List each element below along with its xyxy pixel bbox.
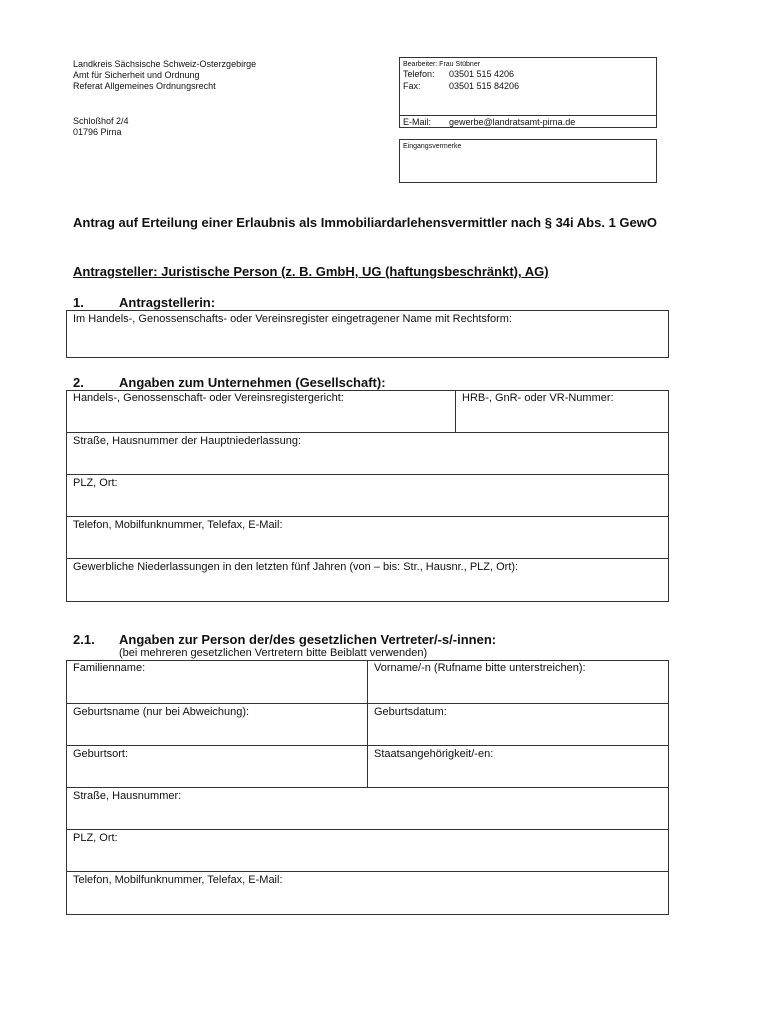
fax-label: Fax: bbox=[403, 81, 421, 91]
section-2-heading bbox=[73, 375, 386, 390]
table-divider bbox=[66, 558, 669, 559]
receipt-label: Eingangsvermerke bbox=[403, 143, 462, 150]
contact-divider bbox=[399, 115, 657, 116]
register-court-field[interactable]: Handels-, Genossenschaft- oder Vereinsregistergericht: bbox=[73, 392, 344, 404]
table-divider bbox=[66, 745, 669, 746]
authority-line: Referat Allgemeines Ordnungsrecht bbox=[73, 81, 216, 91]
birthdate-field[interactable]: Geburtsdatum: bbox=[374, 706, 447, 718]
company-street-field[interactable]: Straße, Hausnummer der Hauptniederlassung: bbox=[73, 435, 302, 447]
authority-address bbox=[73, 59, 256, 92]
section-title: Angaben zum Unternehmen (Gesellschaft): bbox=[119, 375, 386, 390]
nationality-field[interactable]: Staatsangehörigkeit/-en: bbox=[374, 748, 494, 760]
clerk-label: Bearbeiter: Frau Stübner bbox=[403, 61, 481, 68]
table-divider bbox=[66, 432, 669, 433]
table-divider bbox=[66, 829, 669, 830]
authority-line: Amt für Sicherheit und Ordnung bbox=[73, 70, 200, 80]
firstname-field[interactable]: Vorname/-n (Rufname bitte unterstreichen): bbox=[374, 662, 586, 674]
branches-field[interactable]: Gewerbliche Niederlassungen in den letzten fünf Jahren (von – bis: Str., Hausnr., PLZ, Ort): bbox=[73, 561, 519, 573]
company-contact-field[interactable]: Telefon, Mobilfunknummer, Telefax, E-Mail: bbox=[73, 519, 283, 531]
surname-field[interactable]: Familienname: bbox=[73, 662, 146, 674]
birthname-field[interactable]: Geburtsname (nur bei Abweichung): bbox=[73, 706, 250, 718]
table-divider bbox=[66, 474, 669, 475]
rep-contact-field[interactable]: Telefon, Mobilfunknummer, Telefax, E-Mail: bbox=[73, 874, 283, 886]
table-divider bbox=[66, 516, 669, 517]
form-title-text: Antrag auf Erteilung einer Erlaubnis als Immobiliardarlehensvermittler nach § 34i Abs. 1 GewO bbox=[73, 215, 657, 230]
phone-label: Telefon: bbox=[403, 69, 435, 79]
section-2-1-heading bbox=[73, 632, 496, 647]
form-title bbox=[73, 215, 673, 231]
rep-street-field[interactable]: Straße, Hausnummer: bbox=[73, 790, 182, 802]
email-value: gewerbe@landratsamt-pirna.de bbox=[449, 117, 576, 127]
applicant-heading: Antragsteller: Juristische Person (z. B. GmbH, UG (haftungsbeschränkt), AG) bbox=[73, 264, 549, 279]
applicant-name-label: Im Handels-, Genossenschafts- oder Vereinsregister eingetragener Name mit Rechtsform: bbox=[73, 313, 512, 325]
address-line: Schloßhof 2/4 bbox=[73, 116, 129, 126]
fax-value: 03501 515 84206 bbox=[449, 81, 520, 91]
company-city-field[interactable]: PLZ, Ort: bbox=[73, 477, 118, 489]
phone-value: 03501 515 4206 bbox=[449, 69, 515, 79]
section-title: Angaben zur Person der/des gesetzlichen Vertreter/-s/-innen: bbox=[119, 632, 497, 647]
authority-line: Landkreis Sächsische Schweiz-Osterzgebirge bbox=[73, 59, 257, 69]
section-1-heading bbox=[73, 295, 215, 310]
address-line: 01796 Pirna bbox=[73, 127, 122, 137]
section-number: 1. bbox=[73, 295, 84, 310]
office-address bbox=[73, 116, 129, 138]
section-number: 2. bbox=[73, 375, 84, 390]
email-label: E-Mail: bbox=[403, 117, 432, 127]
table-divider bbox=[455, 390, 456, 433]
table-divider bbox=[66, 871, 669, 872]
section-number: 2.1. bbox=[73, 632, 95, 647]
table-divider bbox=[66, 787, 669, 788]
register-number-field[interactable]: HRB-, GnR- oder VR-Nummer: bbox=[462, 392, 614, 404]
table-divider bbox=[367, 660, 368, 788]
section-title: Antragstellerin: bbox=[119, 295, 216, 310]
rep-city-field[interactable]: PLZ, Ort: bbox=[73, 832, 118, 844]
birthplace-field[interactable]: Geburtsort: bbox=[73, 748, 129, 760]
section-note: (bei mehreren gesetzlichen Vertretern bitte Beiblatt verwenden) bbox=[119, 647, 428, 659]
table-divider bbox=[66, 703, 669, 704]
